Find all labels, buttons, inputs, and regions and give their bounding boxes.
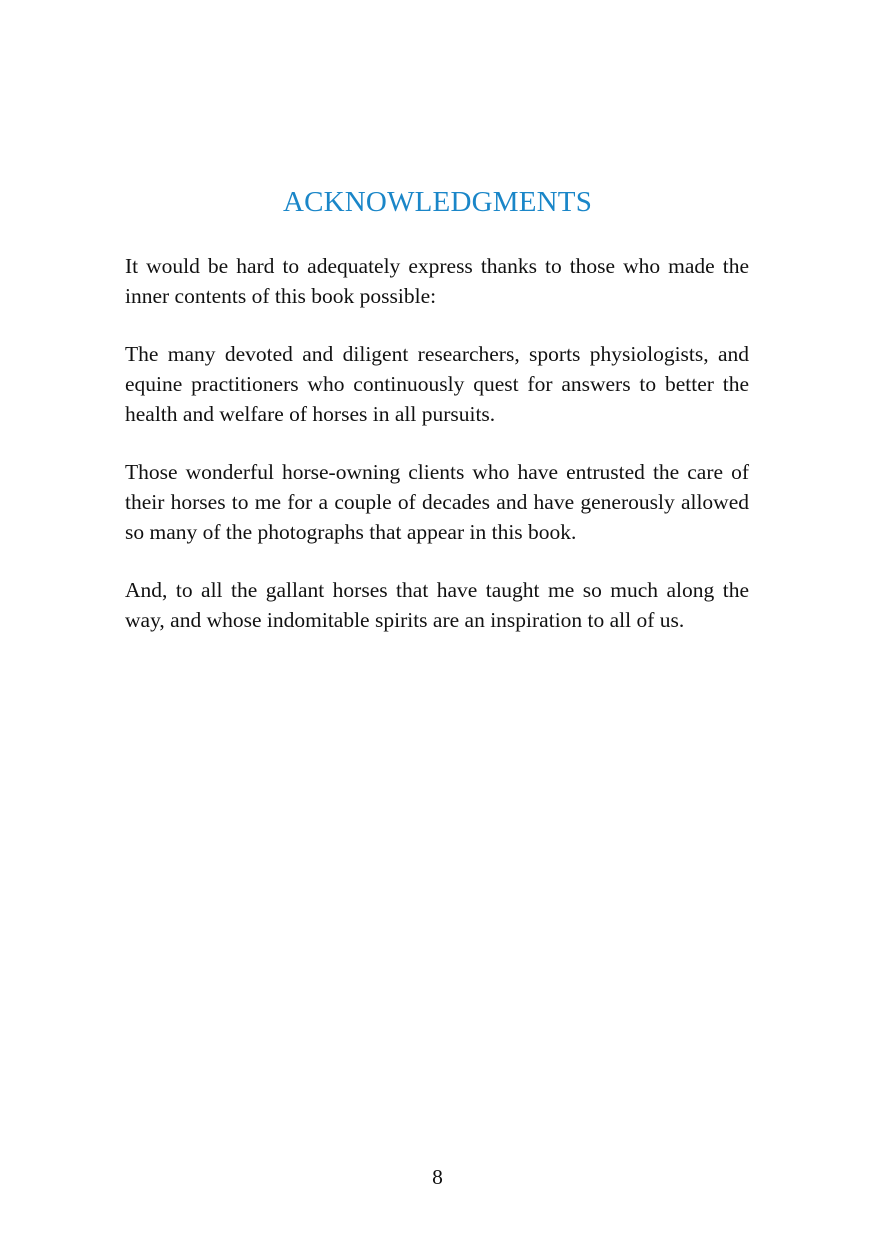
acknowledgments-body <box>125 251 749 663</box>
paragraph: The many devoted and diligent researchers, sports physiologists, and equine practitioners who continuously quest for answers to better the health and welfare of horses in all pursuits. <box>125 342 749 426</box>
page-number: 8 <box>432 1165 443 1189</box>
paragraph: Those wonderful horse-owning clients who have entrusted the care of their horses to me for a couple of decades and have generously allowed so many of the photographs that appear in this book. <box>125 460 749 544</box>
page-heading: ACKNOWLEDGMENTS <box>282 186 593 218</box>
paragraph: And, to all the gallant horses that have taught me so much along the way, and whose indomitable spirits are an inspiration to all of us. <box>125 578 749 632</box>
paragraph: It would be hard to adequately express thanks to those who made the inner contents of this book possible: <box>125 254 749 308</box>
